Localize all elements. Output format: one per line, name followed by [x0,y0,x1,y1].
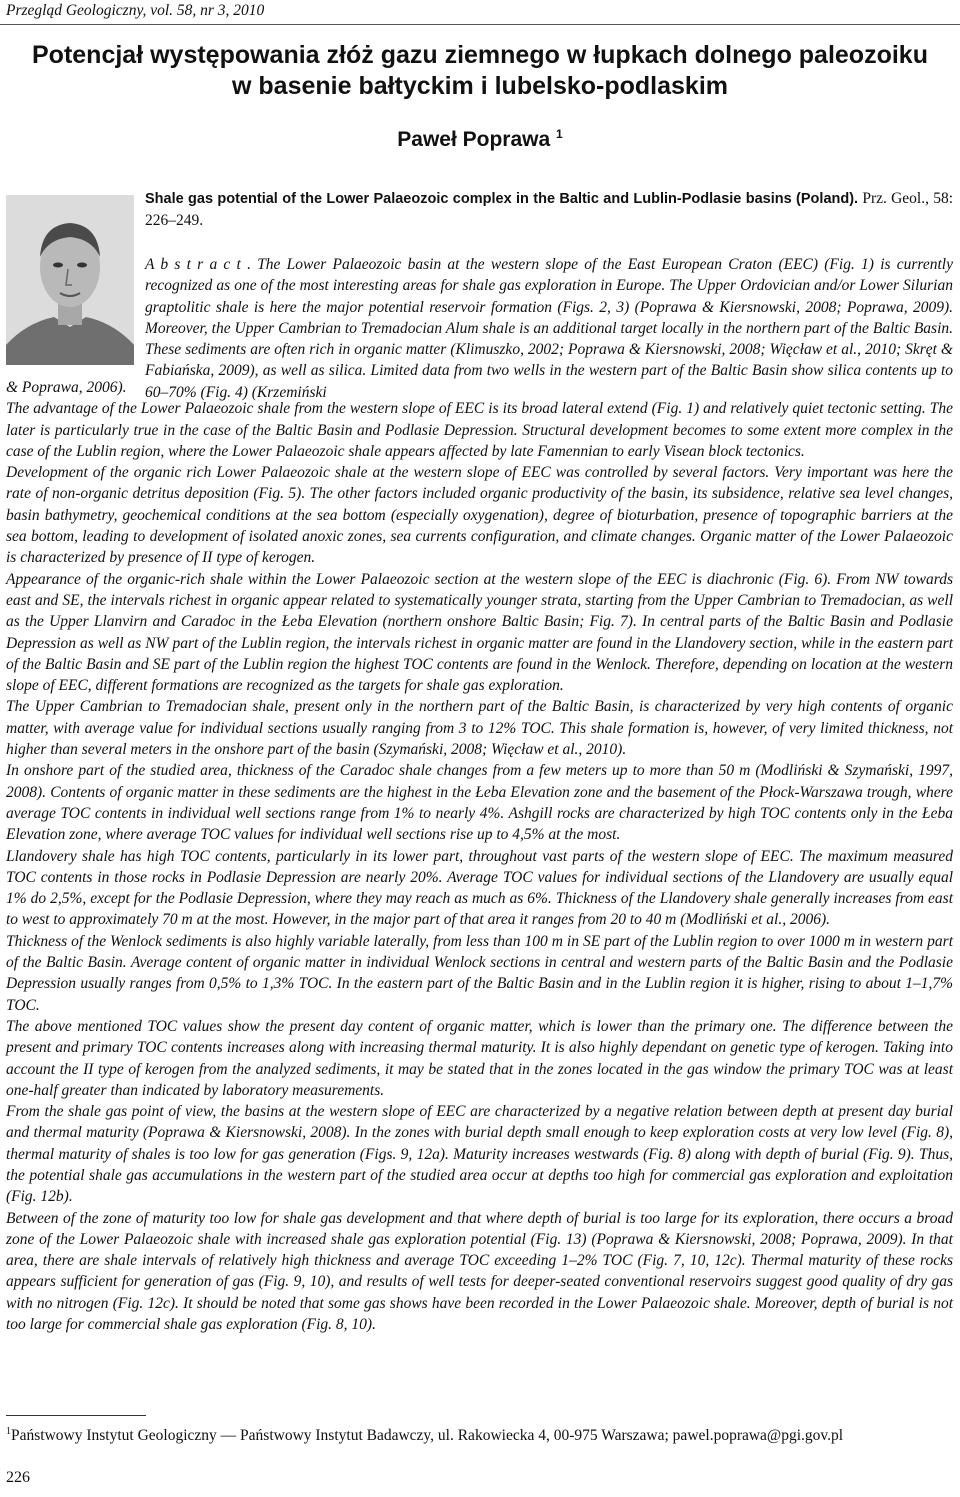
abstract-paragraph: Development of the organic rich Lower Palaeozoic shale at the western slope of EEC was controlled by several factors. Very important was here the rate of non-organic detritus deposition (Fig. 5). The other factors included organic productivity of the basin, its subsidence, relative sea level changes, basin bathymetry, geochemical conditions at the sea bottom (especially oxygenation), degree of bioturbation, presence of topographic barriers at the sea bottom, leading to development of isolated anoxic zones, sea currents configuration, and climate changes. Organic matter of the Lower Palaeozoic is characterized by presence of II type of kerogen. [6,464,953,567]
abstract-text: The Lower Palaeozoic basin at the western slope of the East European Craton (EEC) (Fig. 1) is currently recognized as one of the most interesting areas for shale gas exploration in Europe. The Upper Ordovician and/or Lower Silurian graptolitic shale is here the major potential reservoir formation (Figs. 2, 3) (Poprawa & Kiersnowski, 2008; Poprawa, 2009). Moreover, the Upper Cambrian to Tremadocian Alum shale is an additional target locally in the northern part of the Baltic Basin. These sediments are often rich in organic matter (Klimuszko, 2002; Poprawa & Kiersnowski, 2008; Więcław et al., 2010; Skręt & Fabiańska, 2009), as well as silica. Limited data from two wells in the western part of the Baltic Basin show silica contents up to 60–70% (Fig. 4) (Krzemiński [145,256,953,401]
abstract-paragraph: The Upper Cambrian to Tremadocian shale, present only in the northern part of the Baltic Basin, is characterized by very high contents of organic matter, with average value for individual sections usually ranging from 3 to 12% TOC. This shale formation is, however, of very limited thickness, not higher than several meters in the onshore part of the basin (Szymański, 2008; Więcław et al., 2010). [6,698,953,759]
abstract-paragraph: From the shale gas point of view, the basins at the western slope of EEC are characterized by a negative relation between depth at present day burial and thermal maturity (Poprawa & Kiersnowski, 2008). In the zones with burial depth small enough to keep exploration costs at very low level (Fig. 8), thermal maturity of shales is too low for gas generation (Figs. 9, 12a). Maturity increases westwards (Fig. 8) along with depth of burial (Fig. 9). Thus, the potential shale gas accumulations in the western part of the studied area occur at depths too high for commercial gas exploration and exploitation (Fig. 12b). [6,1103,953,1206]
page-number: 226 [6,1469,30,1486]
journal-header: Przegląd Geologiczny, vol. 58, nr 3, 2010 [6,2,265,19]
author-portrait-icon [6,195,134,365]
summary-title: Shale gas potential of the Lower Palaeozoic complex in the Baltic and Lublin-Podlasie basins (Poland). [145,191,859,207]
abstract-label: A b s t r a c t . [145,256,251,273]
title-line-1: Potencjał występowania złóż gazu ziemnego w łupkach dolnego paleozoiku [32,41,928,69]
abstract-paragraph: Between of the zone of maturity too low for shale gas development and that where depth of burial is too large for its exploration, there occurs a broad zone of the Lower Palaeozoic shale with increased shale gas exploration potential (Fig. 13) (Poprawa & Kiersnowski, 2008; Poprawa, 2009). In that area, there are shale intervals of relatively high thickness and average TOC exceeding 1–2% TOC (Fig. 7, 10, 12c). Thermal maturity of these rocks appears sufficient for generation of gas (Fig. 9, 10), and results of well tests for deeper-seated conventional reservoirs suggest good quality of dry gas with no nitrogen (Fig. 12c). It should be noted that some gas shows have been recorded in the Lower Palaeozoic shale. Moreover, depth of burial is not too large for commercial shale gas exploration (Fig. 8, 10). [6,1209,953,1334]
abstract-paragraph: Thickness of the Wenlock sediments is also highly variable laterally, from less than 100 m in SE part of the Lublin region to over 1000 m in western part of the Baltic Basin. Average content of organic matter in individual Wenlock sections in central and western parts of the Baltic Basin and the Podlasie Depression usually ranges from 0,5% to 1,3% TOC. In the eastern part of the Baltic Basin and in the Lublin region it is higher, rising to about 1–1,7% TOC. [6,932,953,1014]
footnote [6,1421,953,1446]
article-title [20,40,940,102]
author-name-text: Paweł Poprawa [397,128,551,151]
footnote-text: Państwowy Instytut Geologiczny — Państwowy Instytut Badawczy, ul. Rakowiecka 4, 00-975 Warszawa; pawel.poprawa@pgi.gov.pl [11,1427,844,1445]
abstract-paragraph: Appearance of the organic-rich shale within the Lower Palaeozoic section at the western slope of the EEC is diachronic (Fig. 6). From NW towards east and SE, the intervals richest in organic appear related to systematically younger strata, starting from the Upper Cambrian to Tremadocian, as well as the Upper Llanvirn and Caradoc in the Łeba Elevation (northern onshore Baltic Basin; Fig. 7). In central parts of the Baltic Basin and Podlasie Depression as well as NW part of the Lublin region, the intervals richest in organic matter are found in the Llandovery section, while in the eastern part of the Baltic Basin and SE part of the Lublin region the highest TOC contents are found in the Wenlock. Therefore, depending on location at the western slope of EEC, different formations are recognized as the targets for shale gas exploration. [6,570,953,695]
author-affiliation-marker: 1 [556,127,563,141]
abstract-body [6,377,953,1335]
author-photo [6,195,134,365]
title-line-2: w basenie bałtyckim i lubelsko-podlaskim [232,72,728,100]
abstract-paragraph: & Poprawa, 2006). [6,379,127,396]
abstract-paragraph: In onshore part of the studied area, thickness of the Caradoc shale changes from a few meters up to more than 50 m (Modliński & Szymański, 1997, 2008). Contents of organic matter in these sediments are the highest in the Łeba Elevation zone and the basement of the Płock-Warszawa trough, where average TOC contents in individual well sections range from 1% to nearly 4%. Ashgill rocks are characterized by high TOC contents only in the Łeba Elevation zone, where average TOC values for individual well sections rise up to 4,5% at the most. [6,762,953,844]
header-rule [0,24,960,25]
english-summary-citation [145,188,953,232]
abstract-paragraph: The advantage of the Lower Palaeozoic shale from the western slope of EEC is its broad lateral extend (Fig. 1) and relatively quiet tectonic setting. The later is particularly true in the case of the Baltic Basin and Podlasie Depression. Structural development becomes to some extent more complex in the case of the Lublin region, where the Lower Palaeozoic shale appears affected by late Famennian to early Visean block tectonics. [6,400,953,460]
author-name [0,127,960,152]
abstract-paragraph: The above mentioned TOC values show the present day content of organic matter, which is lower than the primary one. The difference between the present and primary TOC contents increases along with increasing thermal maturity. It is also highly dependant on genetic type of kerogen. Taking into account the II type of kerogen from the analyzed sediments, it may be stated that in the zones located in the gas window the primary TOC was at least one-half greater than indicated by laboratory measurements. [6,1017,953,1099]
footnote-marker: 1 [6,1426,11,1437]
summary-reference: Prz. Geol., 58: 226–249. [145,190,953,229]
abstract-paragraph: Llandovery shale has high TOC contents, particularly in its lower part, throughout vast parts of the western slope of EEC. The maximum measured TOC contents in those rocks in Podlasie Depression are nearly 20%. Average TOC values for individual sections of the Llandovery are usually equal 1% do 2,5%, except for the Podlasie Depression, where they may reach as much as 6%. Thickness of the Llandovery shale generally increases from east to west to approximately 70 m at the most. However, in the major part of that area it ranges from 20 to 40 m (Modliński et al., 2006). [6,847,953,929]
footnote-rule [6,1415,146,1416]
